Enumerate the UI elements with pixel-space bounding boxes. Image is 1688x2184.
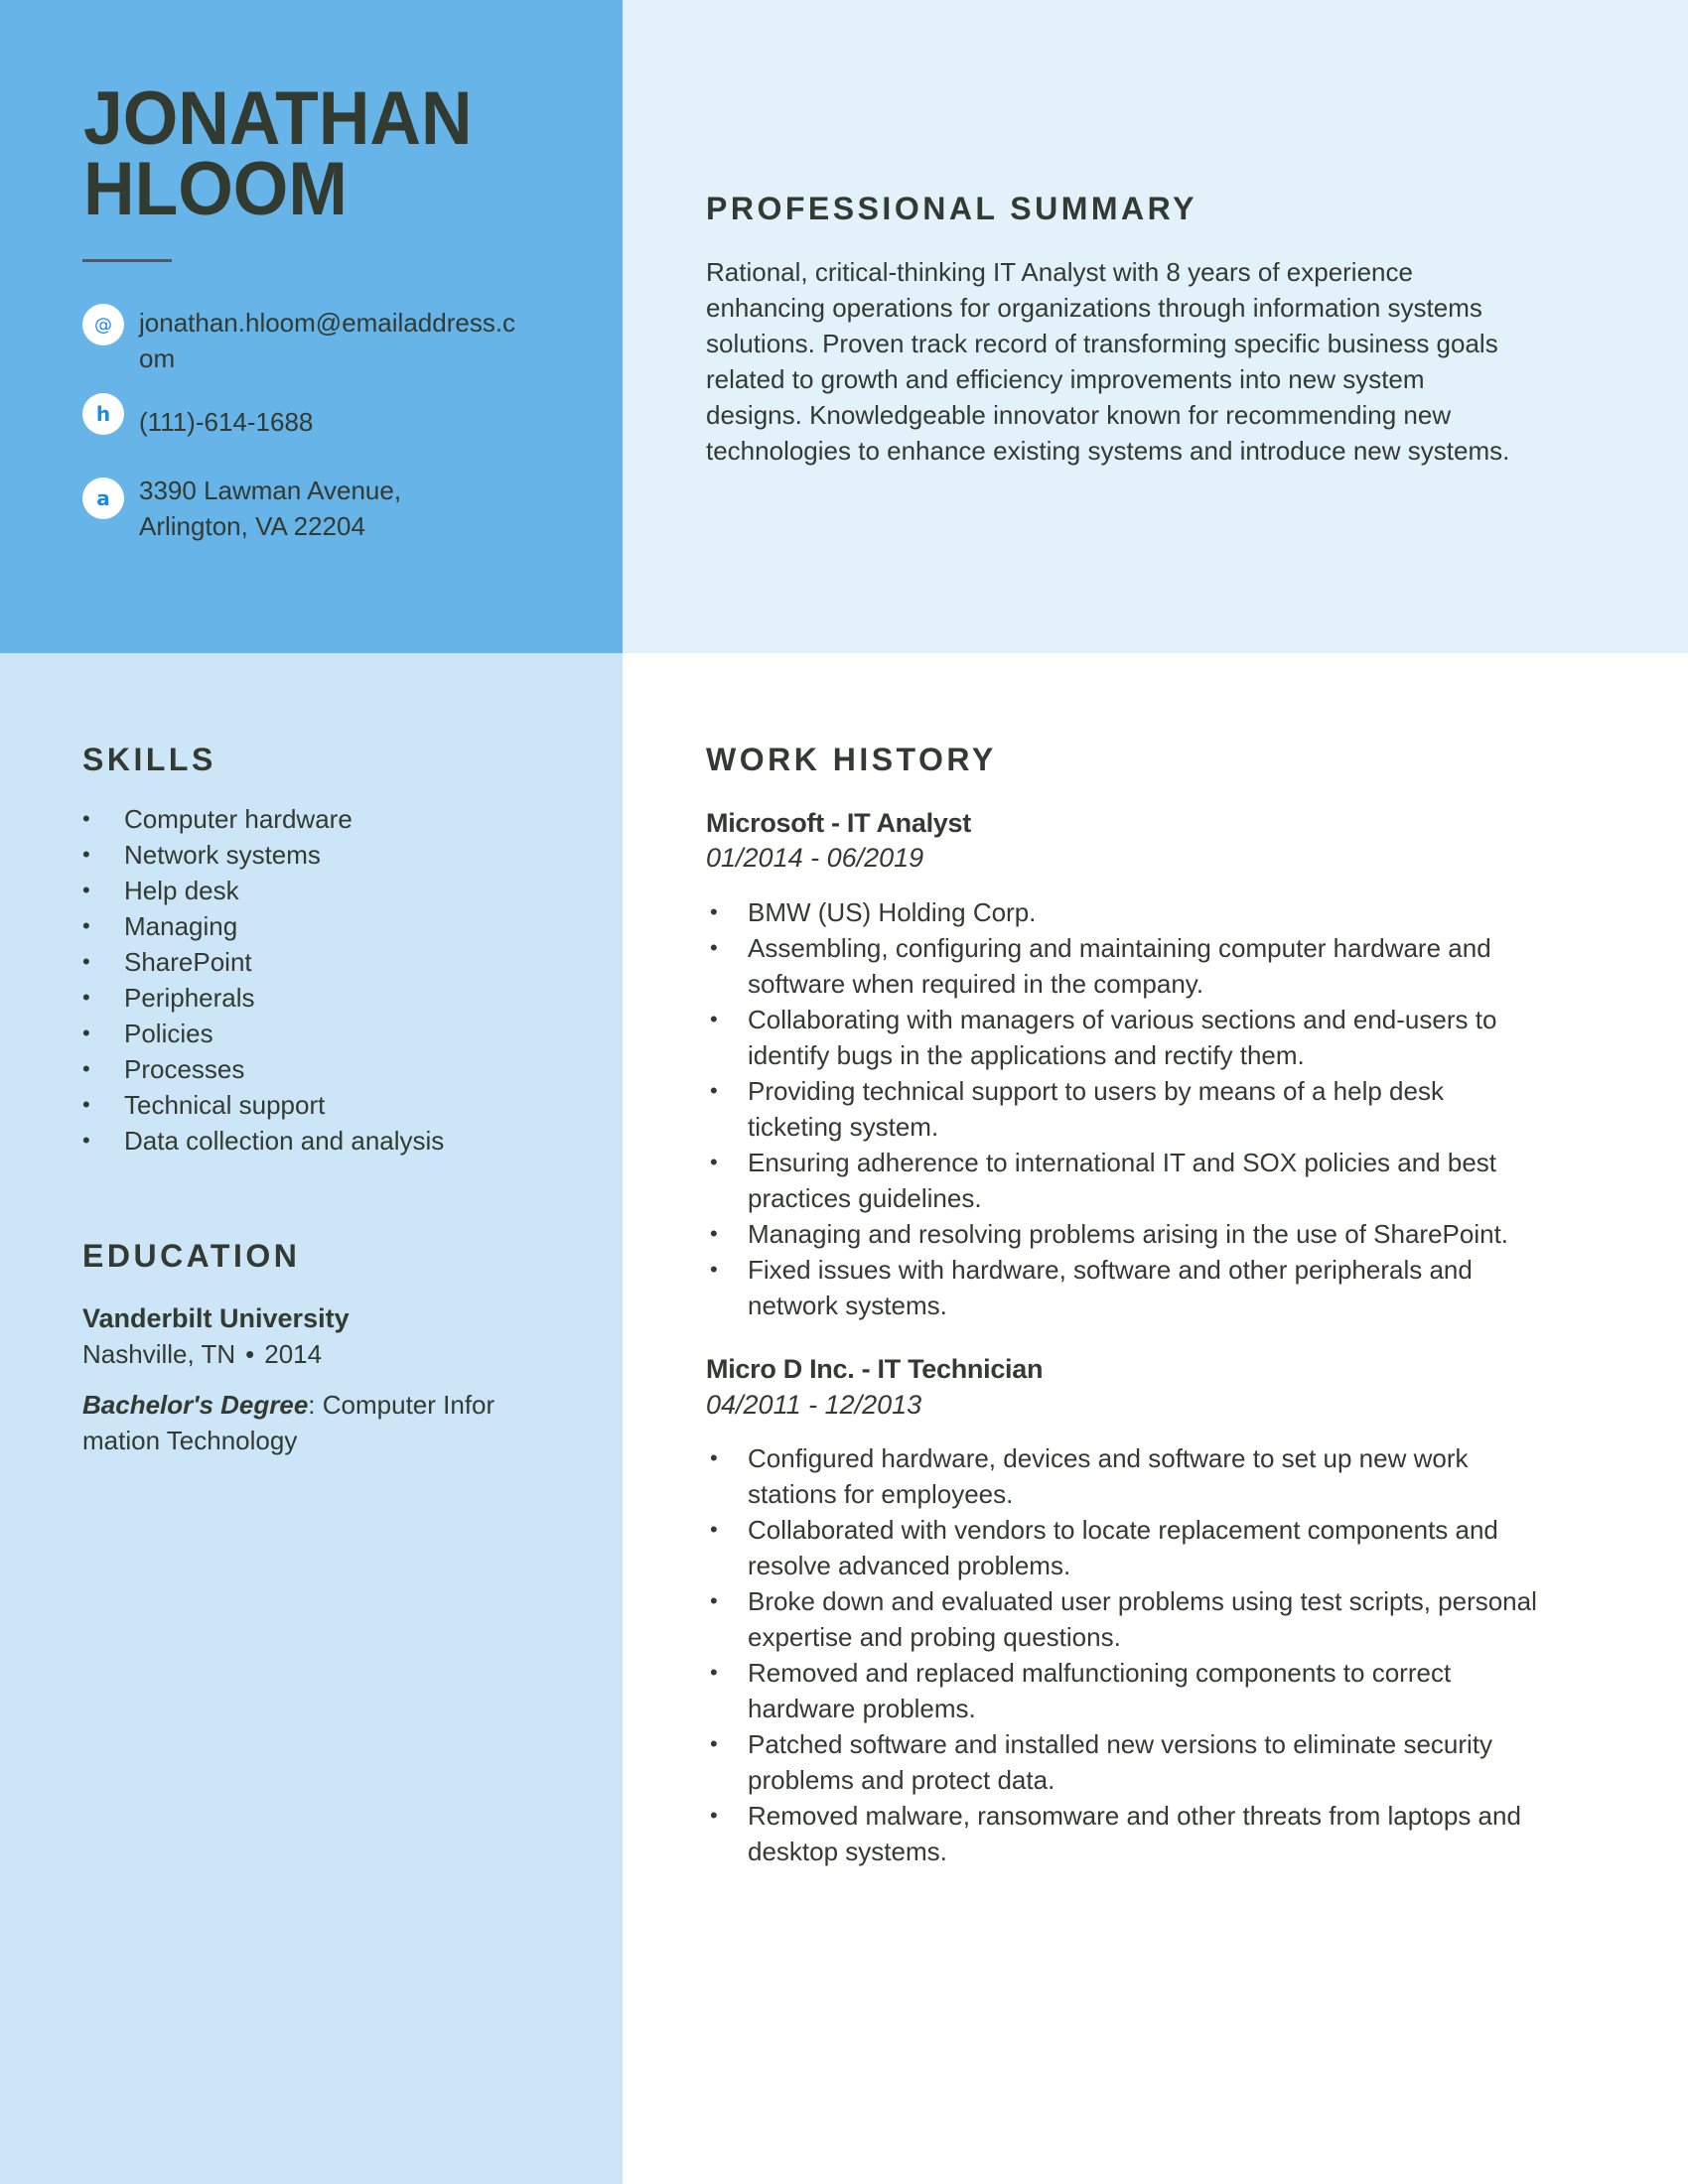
education-year: 2014 (264, 1339, 323, 1369)
summary-line: related to growth and efficiency improvements into new system (706, 364, 1425, 394)
address-text (139, 473, 401, 544)
bullet-icon: • (710, 899, 718, 924)
email-line-2: om (139, 343, 176, 373)
bullet-icon: • (710, 1660, 718, 1685)
address-icon: a (82, 478, 124, 519)
skill-item: • Policies (82, 1016, 444, 1051)
name-first: JONATHAN (83, 76, 473, 161)
bullet-icon: • (710, 1078, 718, 1103)
bullet-icon: • (82, 806, 90, 831)
name-last: HLOOM (83, 147, 348, 231)
skill-item: • Processes (82, 1051, 444, 1087)
bullet-icon: • (710, 1445, 718, 1470)
skill-item: • Data collection and analysis (82, 1123, 444, 1159)
skill-item: • Peripherals (82, 980, 444, 1016)
email-icon: @ (82, 304, 124, 345)
degree-field-1: Computer Infor (315, 1390, 495, 1420)
education-location-year (82, 1336, 322, 1372)
phone-text[interactable] (139, 404, 313, 440)
work-history-heading: WORK HISTORY (706, 742, 997, 777)
address-line-2: Arlington, VA 22204 (139, 511, 365, 541)
phone-icon: h (82, 393, 124, 435)
skill-item: • Managing (82, 908, 444, 944)
bullet-icon: • (82, 842, 90, 867)
bullet-icon: • (82, 878, 90, 902)
job-bullet-item: • Assembling, configuring and maintaining computer hardware and software when required in the company. (706, 930, 1508, 1002)
education-location: Nashville, TN (82, 1339, 236, 1369)
bullet-icon: • (82, 1056, 90, 1081)
job-bullet-item: • Fixed issues with hardware, software and other peripherals and network systems. (706, 1252, 1508, 1323)
bullet-icon: • (82, 913, 90, 938)
job-bullets (706, 1440, 1537, 1869)
summary-line: solutions. Proven track record of transforming specific business goals (706, 329, 1498, 358)
degree-type: Bachelor's Degree (82, 1390, 309, 1420)
summary-heading: PROFESSIONAL SUMMARY (706, 191, 1197, 226)
skills-list (82, 801, 444, 1159)
education-degree (82, 1387, 494, 1458)
bullet-icon: • (82, 1092, 90, 1117)
email-text[interactable] (139, 305, 515, 376)
bullet-icon: • (710, 1803, 718, 1828)
job-bullet-item: • Removed and replaced malfunctioning components to correct hardware problems. (706, 1655, 1537, 1726)
skill-item: • Computer hardware (82, 801, 444, 837)
bullet-icon: • (710, 935, 718, 960)
separator-dot-icon: • (245, 1339, 255, 1369)
job-bullets (706, 894, 1508, 1323)
summary-line: Rational, critical-thinking IT Analyst with 8 years of experience (706, 257, 1413, 287)
bullet-icon: • (710, 1517, 718, 1542)
skill-item: • Technical support (82, 1087, 444, 1123)
job-bullet-item: • Managing and resolving problems arising in the use of SharePoint. (706, 1216, 1508, 1252)
email-line-1: jonathan.hloom@emailaddress.c (139, 308, 516, 338)
summary-line: designs. Knowledgeable innovator known for recommending new (706, 400, 1452, 430)
job-title: Microsoft - IT Analyst (706, 808, 971, 838)
job-bullet-item: • Broke down and evaluated user problems using test scripts, personal expertise and probing questions. (706, 1583, 1537, 1655)
job-title: Micro D Inc. - IT Technician (706, 1354, 1044, 1384)
job-dates: 04/2011 - 12/2013 (706, 1390, 922, 1420)
bullet-icon: • (82, 1128, 90, 1153)
job-bullet-item: • Configured hardware, devices and software to set up new work stations for employees. (706, 1440, 1537, 1512)
bullet-icon: • (710, 1150, 718, 1174)
summary-line: enhancing operations for organizations through information systems (706, 293, 1482, 323)
bullet-icon: • (82, 949, 90, 974)
summary-line: technologies to enhance existing systems and introduce new systems. (706, 436, 1510, 466)
bullet-icon: • (710, 1731, 718, 1756)
job-bullet-item: • Patched software and installed new versions to eliminate security problems and protect data. (706, 1726, 1537, 1798)
bullet-icon: • (710, 1221, 718, 1246)
job-bullet-item: • Providing technical support to users by means of a help desk ticketing system. (706, 1073, 1508, 1145)
bullet-icon: • (710, 1007, 718, 1031)
job-bullet-item: • Collaborating with managers of various sections and end-users to identify bugs in the applications and rectify them. (706, 1002, 1508, 1073)
phone-line-1: (111)-614-1688 (139, 407, 314, 437)
job-bullet-item: • BMW (US) Holding Corp. (706, 894, 1508, 930)
name-divider (82, 259, 172, 262)
job-bullet-item: • Ensuring adherence to international IT and SOX policies and best practices guidelines. (706, 1145, 1508, 1216)
bullet-icon: • (710, 1588, 718, 1613)
job-dates: 01/2014 - 06/2019 (706, 843, 924, 873)
education-heading: EDUCATION (82, 1238, 301, 1274)
education-school: Vanderbilt University (82, 1303, 350, 1333)
address-line-1: 3390 Lawman Avenue, (139, 476, 402, 505)
bullet-icon: • (82, 1021, 90, 1045)
bullet-icon: • (82, 985, 90, 1010)
bullet-icon: • (710, 1257, 718, 1282)
job-bullet-item: • Collaborated with vendors to locate replacement components and resolve advanced problems. (706, 1512, 1537, 1583)
degree-field-2: mation Technology (82, 1426, 298, 1455)
skill-item: • Help desk (82, 873, 444, 908)
job-bullet-item: • Removed malware, ransomware and other threats from laptops and desktop systems. (706, 1798, 1537, 1869)
degree-colon: : (308, 1390, 316, 1420)
summary-text (706, 254, 1509, 469)
skill-item: • SharePoint (82, 944, 444, 980)
skill-item: • Network systems (82, 837, 444, 873)
skills-heading: SKILLS (82, 742, 216, 777)
